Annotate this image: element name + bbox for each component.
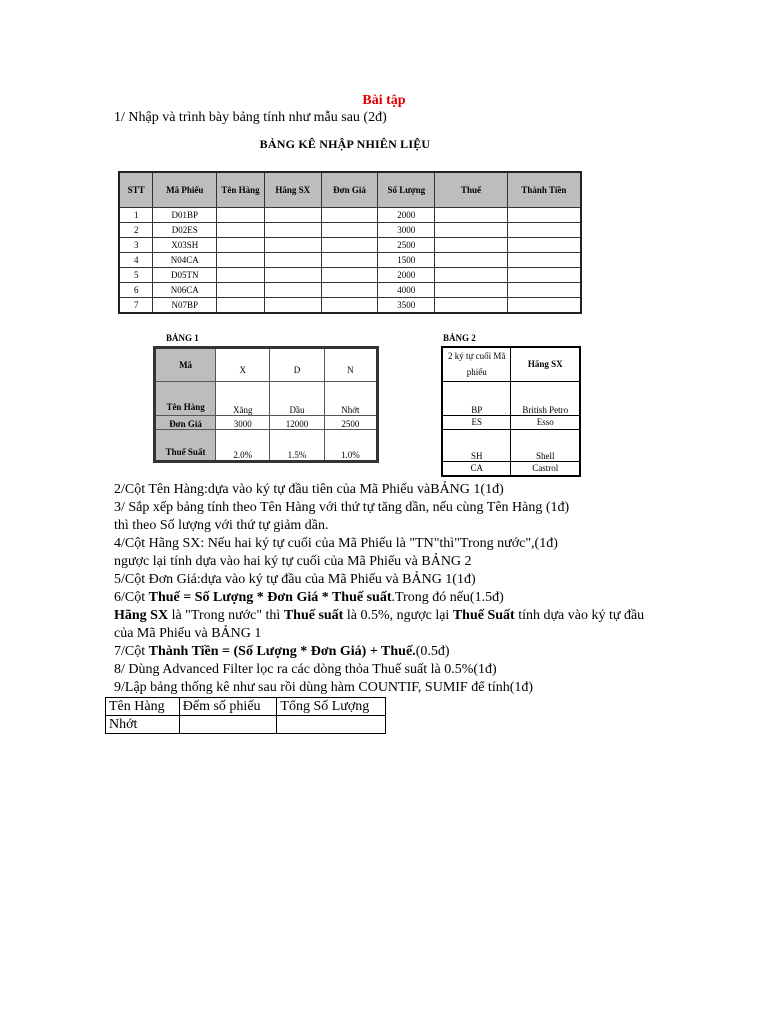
- table-cell: [264, 268, 321, 283]
- table-cell: Castrol: [511, 461, 580, 476]
- table-row: [442, 429, 580, 461]
- table-cell: [217, 223, 265, 238]
- q7-formula: Thành Tiền = (Số Lượng * Đơn Giá) + Thuế.: [148, 644, 416, 659]
- table-cell: 1.5%: [270, 430, 324, 462]
- question-3-cont: thì theo Số lượng với thứ tự giảm dần.: [114, 518, 329, 533]
- q7-pre: 7/Cột: [114, 644, 149, 659]
- lookup-table-1: [153, 346, 379, 463]
- column-header: Số Lượng: [378, 172, 435, 208]
- table-cell: 1: [119, 208, 153, 223]
- table-cell: 3: [119, 238, 153, 253]
- table-cell: [507, 238, 581, 253]
- table-cell: 7: [119, 298, 153, 314]
- row-header: Mã: [155, 348, 216, 382]
- table-cell: 4: [119, 253, 153, 268]
- question-6-cont-2: của Mã Phiếu và BẢNG 1: [114, 626, 262, 641]
- table-cell: 2500: [378, 238, 435, 253]
- q6-text-1: là "Trong nước" thì: [168, 608, 284, 623]
- table-row: [155, 430, 378, 462]
- q6-formula: Thuế = Số Lượng * Đơn Giá * Thuế suất: [148, 590, 392, 605]
- table-cell: X03SH: [153, 238, 217, 253]
- table-cell: [264, 253, 321, 268]
- table-row: [442, 415, 580, 429]
- table-cell: [435, 238, 508, 253]
- table-cell: [435, 283, 508, 298]
- table-cell: Nhớt: [106, 716, 180, 734]
- table-cell: 4000: [378, 283, 435, 298]
- table-row: [155, 382, 378, 416]
- q6-term-1: Hãng SX: [114, 608, 169, 623]
- table-cell: [264, 223, 321, 238]
- table-cell: 5: [119, 268, 153, 283]
- column-header: Tên Hàng: [217, 172, 265, 208]
- table-cell: [507, 268, 581, 283]
- column-header: Tên Hàng: [106, 698, 180, 716]
- table-cell: D05TN: [153, 268, 217, 283]
- table-row: [442, 461, 580, 476]
- table-cell: [507, 208, 581, 223]
- row-header: Thuế Suất: [155, 430, 216, 462]
- table-cell: [264, 298, 321, 314]
- question-6: [114, 590, 504, 606]
- table-cell: [321, 298, 378, 314]
- q6-term-3: Thuế Suất: [452, 608, 515, 623]
- column-header: Thuế: [435, 172, 508, 208]
- table-row: [119, 268, 581, 283]
- table-cell: Esso: [511, 415, 580, 429]
- table-cell: N04CA: [153, 253, 217, 268]
- table-title: BẢNG KÊ NHẬP NHIÊN LIỆU: [259, 137, 431, 151]
- fuel-import-table: [118, 171, 582, 314]
- table-cell: BP: [442, 381, 511, 415]
- column-header: Mã Phiếu: [153, 172, 217, 208]
- q6-text-2: là 0.5%, ngược lại: [343, 608, 453, 623]
- table-cell: [321, 268, 378, 283]
- table-cell: CA: [442, 461, 511, 476]
- question-2: 2/Cột Tên Hàng:dựa vào ký tự đầu tiên của Mã Phiếu vàBẢNG 1(1đ): [114, 482, 504, 497]
- stats-table: [105, 697, 386, 734]
- table-cell: 2000: [378, 268, 435, 283]
- q6-pre: 6/Cột: [114, 590, 149, 605]
- question-4: 4/Cột Hãng SX: Nếu hai ký tự cuối của Mã Phiếu là "TN"thì"Trong nước",(1đ): [114, 536, 558, 551]
- table-cell: [435, 223, 508, 238]
- table-cell: [321, 283, 378, 298]
- table-header-row: [119, 172, 581, 208]
- table-cell: 3000: [378, 223, 435, 238]
- table-cell: Shell: [511, 429, 580, 461]
- table-cell: British Petro: [511, 381, 580, 415]
- question-1: 1/ Nhập và trình bày bảng tính như mẫu sau (2đ): [114, 110, 387, 125]
- table-row: [119, 223, 581, 238]
- table-cell: Dầu: [270, 382, 324, 416]
- table-cell: [435, 208, 508, 223]
- question-8: 8/ Dùng Advanced Filter lọc ra các dòng thỏa Thuế suất là 0.5%(1đ): [114, 662, 497, 677]
- table-cell: [264, 283, 321, 298]
- table-cell: [321, 208, 378, 223]
- table-row: [155, 416, 378, 430]
- table-cell: 2000: [378, 208, 435, 223]
- row-header: Tên Hàng: [155, 382, 216, 416]
- q6-term-2: Thuế suất: [283, 608, 344, 623]
- column-header: Đếm số phiếu: [179, 698, 277, 716]
- table-cell: 12000: [270, 416, 324, 430]
- question-4-cont: ngược lại tính dựa vào hai ký tự cuối của Mã Phiếu và BẢNG 2: [114, 554, 472, 569]
- table-row: [119, 298, 581, 314]
- page-title: Bài tập: [362, 93, 406, 108]
- table-cell: 2: [119, 223, 153, 238]
- column-header: STT: [119, 172, 153, 208]
- table-cell: D: [270, 348, 324, 382]
- table-cell: [435, 253, 508, 268]
- q6-post: .Trong đó nếu(1.5đ): [391, 590, 504, 605]
- table-cell: [217, 208, 265, 223]
- table-cell: 1500: [378, 253, 435, 268]
- column-header: Tổng Số Lượng: [277, 698, 386, 716]
- q6-text-3: tính dựa vào ký tự đầu: [514, 608, 645, 623]
- table-row: [442, 381, 580, 415]
- table-cell: [435, 268, 508, 283]
- table-row: [106, 716, 386, 734]
- table-cell: N: [324, 348, 377, 382]
- table-cell: [217, 298, 265, 314]
- column-header: Hãng SX: [511, 347, 580, 381]
- table-row: [119, 208, 581, 223]
- table-row: [119, 283, 581, 298]
- column-header: Thành Tiền: [507, 172, 581, 208]
- table-cell: [264, 238, 321, 253]
- table-cell: [435, 298, 508, 314]
- bang1-caption: BẢNG 1: [166, 333, 199, 343]
- column-header: 2 ký tự cuối Mã phiếu: [442, 347, 511, 381]
- q7-post: (0.5đ): [415, 644, 450, 659]
- table-cell: 3000: [216, 416, 270, 430]
- table-cell: 6: [119, 283, 153, 298]
- table-cell: [507, 223, 581, 238]
- table-row: [119, 238, 581, 253]
- table-cell: ES: [442, 415, 511, 429]
- table-cell: [507, 283, 581, 298]
- table-cell: D02ES: [153, 223, 217, 238]
- question-6-cont: [114, 608, 644, 624]
- bang2-caption: BẢNG 2: [443, 333, 476, 343]
- table-cell: 2.0%: [216, 430, 270, 462]
- table-cell: [217, 283, 265, 298]
- table-cell: Nhớt: [324, 382, 377, 416]
- column-header: Hãng SX: [264, 172, 321, 208]
- table-cell: X: [216, 348, 270, 382]
- table-cell: Xăng: [216, 382, 270, 416]
- table-cell: [321, 253, 378, 268]
- row-header: Đơn Giá: [155, 416, 216, 430]
- table-cell: N06CA: [153, 283, 217, 298]
- column-header: Đơn Giá: [321, 172, 378, 208]
- table-cell: [507, 253, 581, 268]
- table-cell: [277, 716, 386, 734]
- table-cell: 3500: [378, 298, 435, 314]
- table-header-row: [106, 698, 386, 716]
- table-cell: [507, 298, 581, 314]
- table-cell: [217, 253, 265, 268]
- question-3: 3/ Sắp xếp bảng tính theo Tên Hàng với thứ tự tăng dần, nếu cùng Tên Hàng (1đ): [114, 500, 570, 515]
- table-header-row: [442, 347, 580, 381]
- table-cell: N07BP: [153, 298, 217, 314]
- table-cell: [217, 268, 265, 283]
- question-9: 9/Lập bảng thống kê như sau rồi dùng hàm COUNTIF, SUMIF để tính(1đ): [114, 680, 534, 695]
- table-cell: SH: [442, 429, 511, 461]
- question-7: [114, 644, 450, 660]
- table-row: [155, 348, 378, 382]
- table-cell: D01BP: [153, 208, 217, 223]
- table-cell: 2500: [324, 416, 377, 430]
- table-cell: [217, 238, 265, 253]
- table-cell: [321, 223, 378, 238]
- question-5: 5/Cột Đơn Giá:dựa vào ký tự đầu của Mã Phiếu và BẢNG 1(1đ): [114, 572, 476, 587]
- table-row: [119, 253, 581, 268]
- table-cell: [264, 208, 321, 223]
- table-cell: 1.0%: [324, 430, 377, 462]
- table-cell: [321, 238, 378, 253]
- lookup-table-2: [441, 346, 581, 477]
- table-cell: [179, 716, 277, 734]
